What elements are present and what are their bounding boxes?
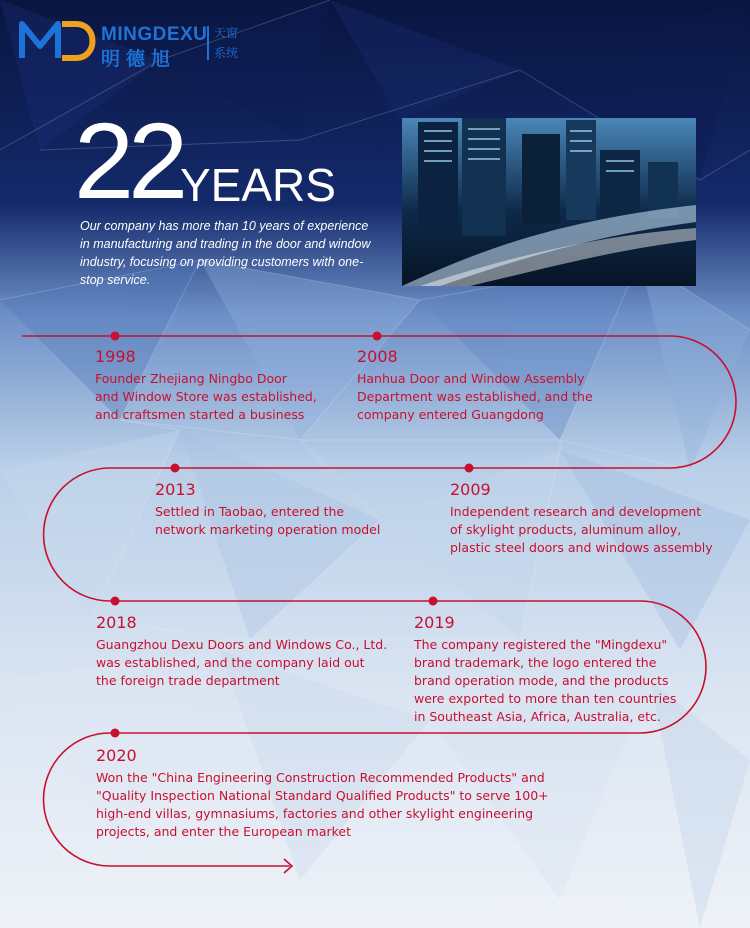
event-year-2013: 2013 (155, 480, 196, 499)
brand-sub-line1: 天窗 (214, 26, 239, 40)
event-text-1998: Founder Zhejiang Ningbo Door and Window Store was established, and craftsmen started a business (95, 371, 317, 422)
city-night-photo (402, 118, 696, 286)
timeline-dot-1998 (111, 332, 120, 341)
event-text-2019: The company registered the "Mingdexu" brand trademark, the logo entered the brand operation mode, and the products were exported to more than ten countries in Southeast Asia, Africa, Australia, etc. (414, 637, 677, 724)
brand-name-cn: 明德旭 (101, 48, 177, 70)
event-text-2018: Guangzhou Dexu Doors and Windows Co., Ltd. was established, and the company laid out the foreign trade department (96, 637, 388, 688)
event-text-2013: Settled in Taobao, entered the network marketing operation model (155, 504, 381, 537)
event-year-2018: 2018 (96, 613, 137, 632)
timeline-dot-2013 (171, 464, 180, 473)
event-text-2009: Independent research and development of skylight products, aluminum alloy, plastic steel doors and windows assembly (450, 504, 713, 555)
timeline-dot-2009 (465, 464, 474, 473)
timeline-dot-2018 (111, 597, 120, 606)
company-intro: Our company has more than 10 years of experience in manufacturing and trading in the door and window industry, focusing on providing customers with one-stop service. (80, 219, 371, 287)
event-year-2008: 2008 (357, 347, 398, 366)
logo-divider (207, 26, 209, 60)
brand-sub-line2: 系统 (214, 46, 239, 60)
timeline-dot-2008 (373, 332, 382, 341)
event-text-2020: Won the "China Engineering Construction Recommended Products" and "Quality Inspection National Standard Qualified Products" to serve 100+ high-end villas, gymnasiums, factories and other skylight engineering projects, and enter the European market (96, 770, 549, 839)
years-number: 22 (74, 100, 183, 221)
timeline-dot-2019 (429, 597, 438, 606)
brand-name-en: MINGDEXU (101, 24, 208, 45)
event-text-2008: Hanhua Door and Window Assembly Department was established, and the company entered Guangdong (357, 371, 593, 422)
event-year-2020: 2020 (96, 746, 137, 765)
timeline-dot-2020 (111, 729, 120, 738)
event-year-1998: 1998 (95, 347, 136, 366)
event-year-2009: 2009 (450, 480, 491, 499)
event-year-2019: 2019 (414, 613, 455, 632)
years-label: YEARS (180, 159, 336, 211)
